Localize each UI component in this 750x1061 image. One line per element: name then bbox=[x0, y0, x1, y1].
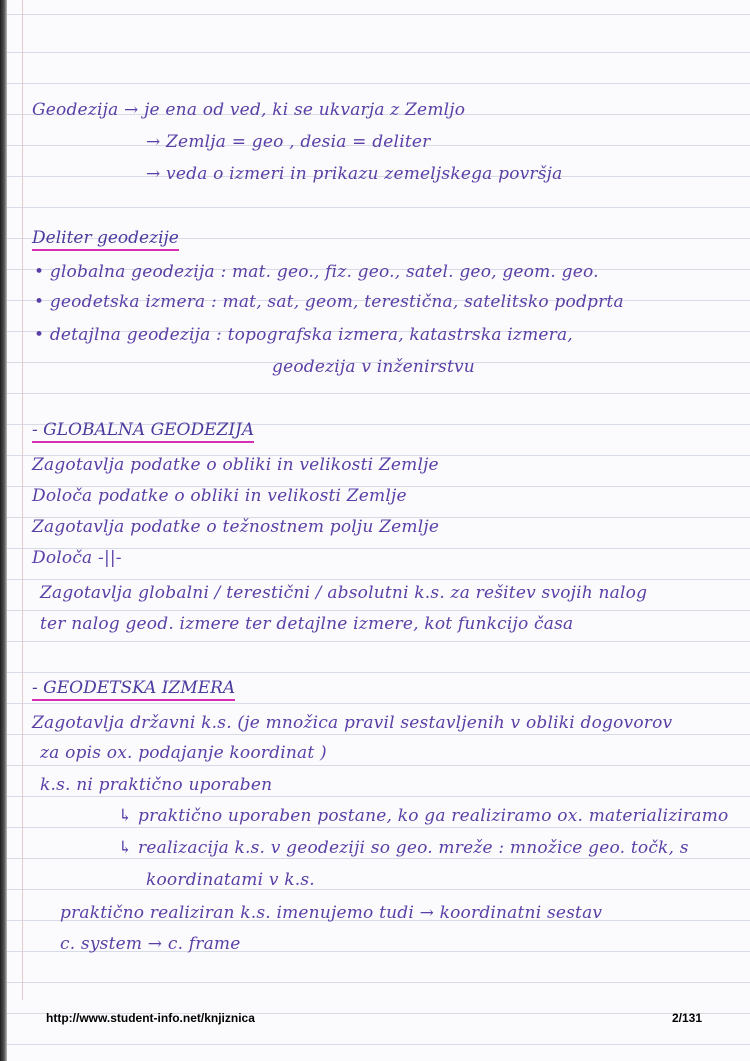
heading-globalna-geodezija: - GLOBALNA GEODEZIJA bbox=[32, 420, 254, 443]
deliter-item-3: • detajlna geodezija : topografska izmera, katastrska izmera, bbox=[34, 325, 573, 345]
deliter-item-2: • geodetska izmera : mat, sat, geom, terestična, satelitsko podprta bbox=[34, 292, 624, 312]
izmera-line-4: ↳ praktično uporaben postane, ko ga realiziramo ox. materializiramo bbox=[118, 806, 729, 826]
izmera-line-3: k.s. ni praktično uporaben bbox=[40, 775, 273, 795]
izmera-line-6: koordinatami v k.s. bbox=[146, 870, 315, 890]
page-number: 2/131 bbox=[672, 1011, 703, 1025]
intro-line-3: → veda o izmeri in prikazu zemeljskega površja bbox=[146, 164, 563, 184]
footer-url-link[interactable]: http://www.student-info.net/knjiznica bbox=[46, 1011, 255, 1025]
izmera-line-5: ↳ realizacija k.s. v geodeziji so geo. mreže : množice geo. točk, s bbox=[118, 838, 689, 858]
globalna-line-1: Zagotavlja podatke o obliki in velikosti Zemlje bbox=[32, 455, 439, 475]
intro-line-2: → Zemlja = geo , desia = deliter bbox=[146, 132, 431, 152]
globalna-line-6: ter nalog geod. izmere ter detajlne izmere, kot funkcijo časa bbox=[40, 614, 574, 634]
globalna-line-5: Zagotavlja globalni / terestični / absolutni k.s. za rešitev svojih nalog bbox=[40, 583, 648, 603]
deliter-item-1: • globalna geodezija : mat. geo., fiz. geo., satel. geo, geom. geo. bbox=[34, 262, 599, 282]
page-binding-edge bbox=[0, 0, 7, 1061]
heading-geodetska-izmera: - GEODETSKA IZMERA bbox=[32, 678, 235, 701]
globalna-line-3: Zagotavlja podatke o težnostnem polju Zemlje bbox=[32, 517, 440, 537]
izmera-line-7: praktično realiziran k.s. imenujemo tudi → koordinatni sestav bbox=[60, 903, 603, 923]
izmera-line-8: c. system → c. frame bbox=[60, 934, 241, 954]
globalna-line-4: Določa -||- bbox=[32, 548, 122, 568]
deliter-item-3-continued: geodezija v inženirstvu bbox=[272, 357, 475, 377]
intro-line-1: Geodezija → je ena od ved, ki se ukvarja z Zemljo bbox=[32, 100, 466, 120]
izmera-line-1: Zagotavlja državni k.s. (je množica pravil sestavljenih v obliki dogovorov bbox=[32, 713, 673, 733]
margin-line bbox=[22, 0, 23, 1000]
izmera-line-2: za opis ox. podajanje koordinat ) bbox=[40, 743, 327, 763]
heading-deliter-geodezije: Deliter geodezije bbox=[32, 228, 179, 251]
globalna-line-2: Določa podatke o obliki in velikosti Zemlje bbox=[32, 486, 407, 506]
